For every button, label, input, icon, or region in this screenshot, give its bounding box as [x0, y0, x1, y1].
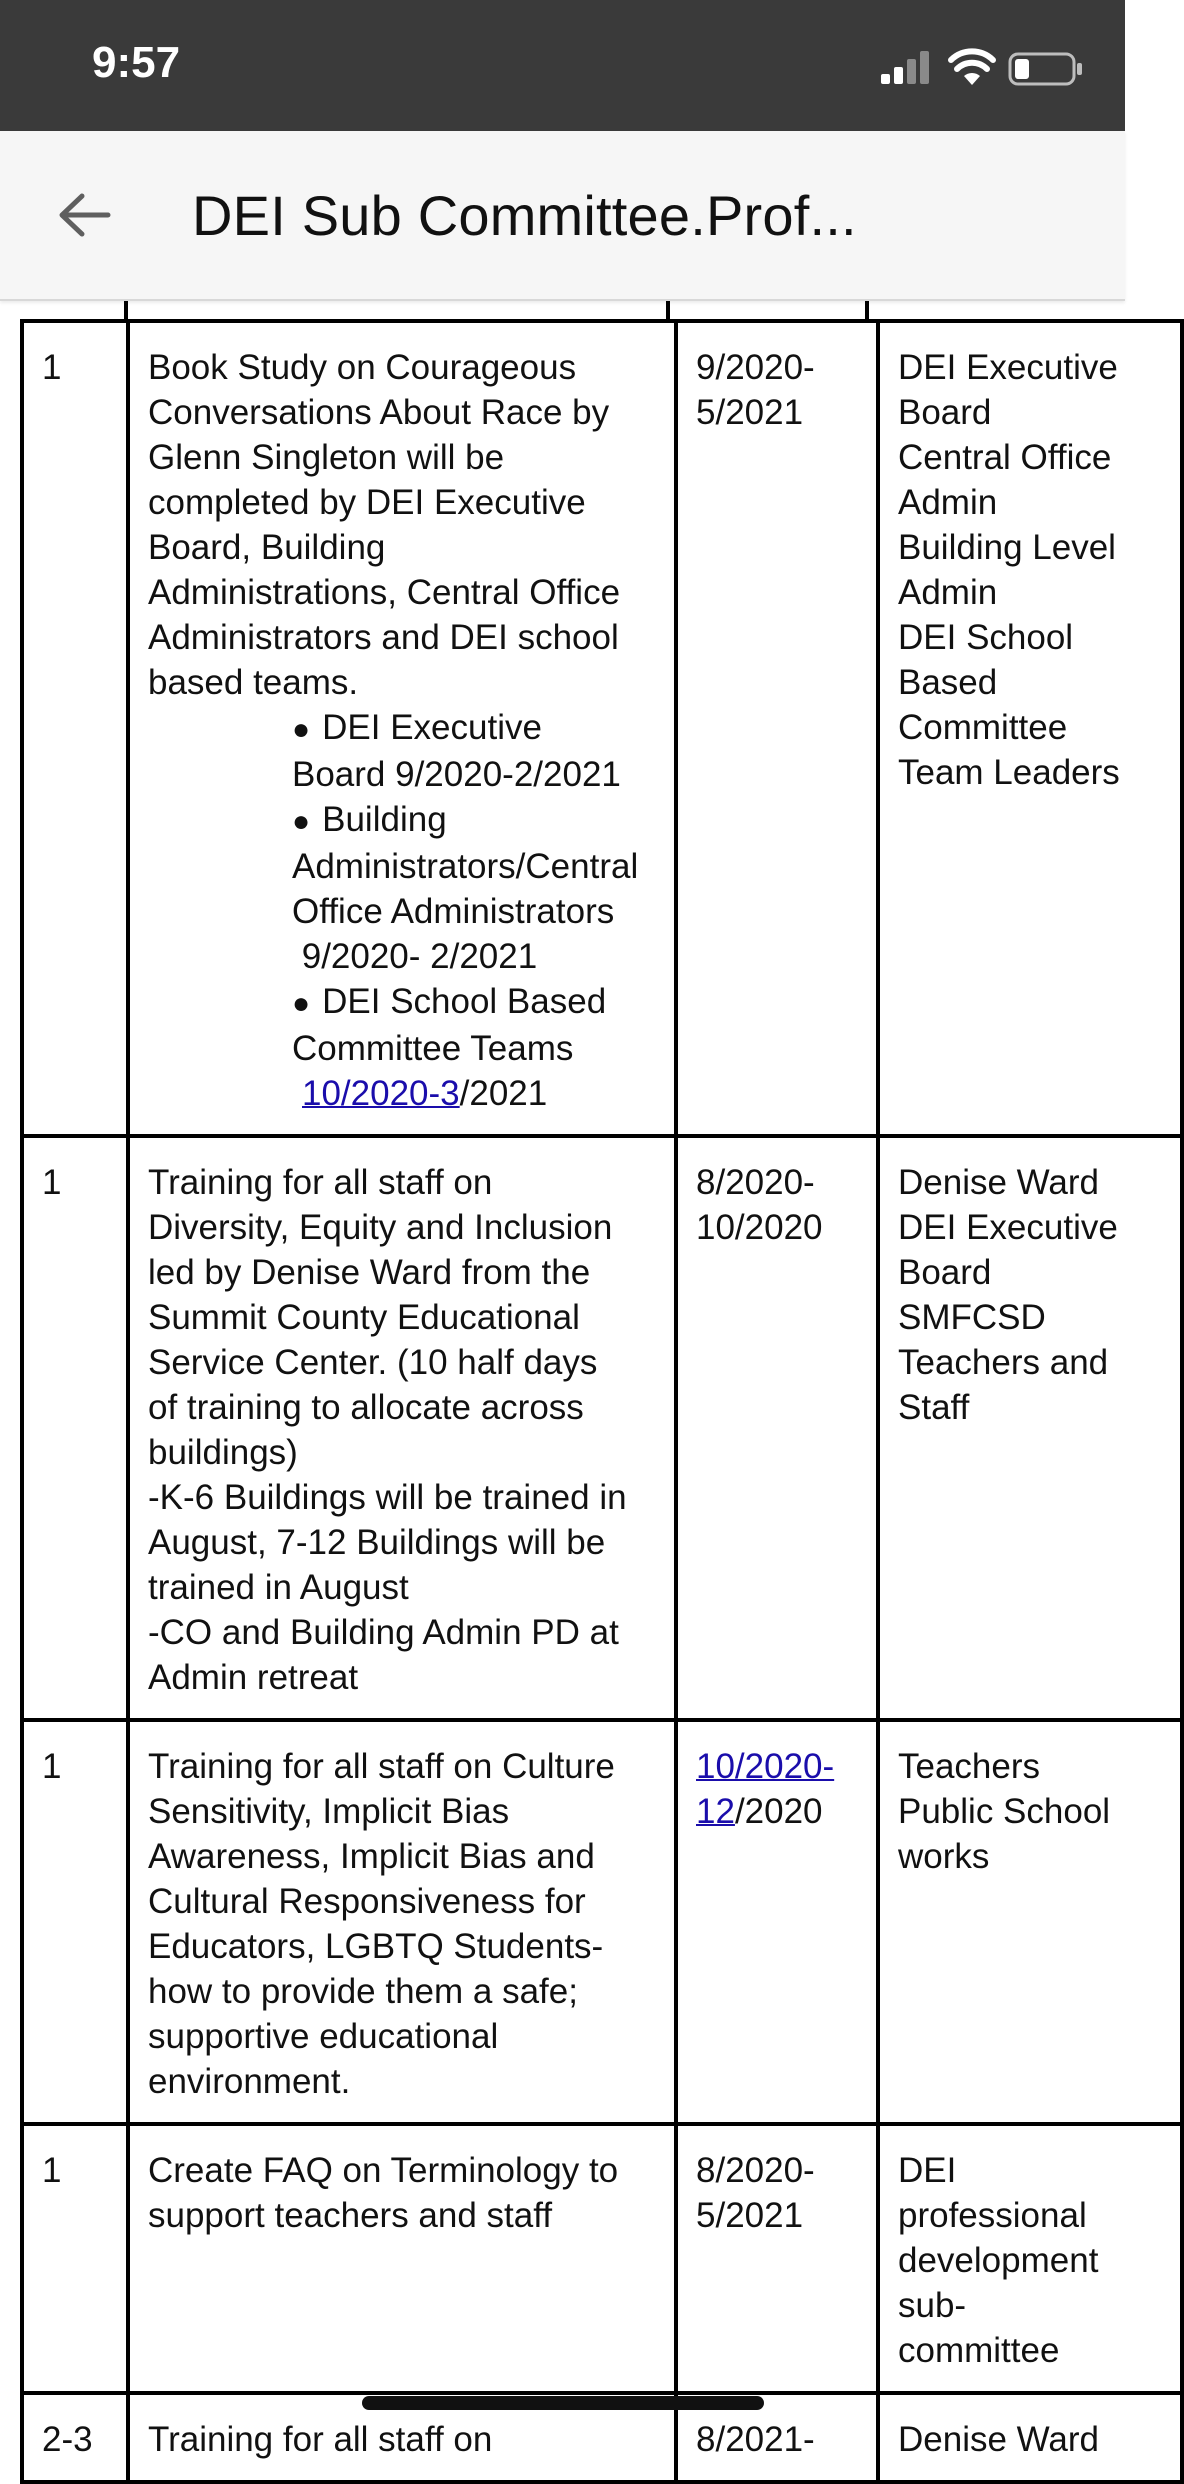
text-line: 10/2020: [696, 1208, 823, 1247]
responsible-cell: [878, 321, 1182, 1136]
text-line: DEI Executive: [898, 348, 1118, 387]
cellular-signal-icon: [881, 50, 933, 84]
text-line: environment.: [148, 2062, 351, 2101]
text-line: Board, Building: [148, 528, 386, 567]
text-line: Admin: [898, 573, 998, 612]
document-viewport[interactable]: [0, 301, 1125, 2459]
text-line: DEI School Based: [322, 982, 607, 1021]
list-item: [292, 797, 662, 979]
previous-row-borders: [0, 301, 1125, 321]
text-line: Training for all staff on: [148, 2420, 493, 2459]
document-title: DEI Sub Committee.Prof...: [192, 184, 857, 247]
text-line: Building Level: [898, 528, 1116, 567]
text-line: Summit County Educational: [148, 1298, 580, 1337]
text-line: 9/2020- 2/2021: [292, 937, 538, 976]
bullet-icon: [292, 800, 322, 839]
plan-table: [20, 319, 1184, 2484]
date-cell: [676, 2124, 878, 2393]
table-row: [22, 2124, 1182, 2393]
text-line: /2020: [734, 1792, 823, 1831]
wifi-icon: [948, 48, 996, 86]
text-line: Teachers: [898, 1747, 1041, 1786]
text-line: Committee: [898, 708, 1068, 747]
date-cell: [676, 321, 878, 1136]
text-line: buildings): [148, 1433, 298, 1472]
date-link[interactable]: 12: [696, 1792, 735, 1831]
date-cell: [676, 1136, 878, 1720]
text-line: /2021: [459, 1074, 548, 1113]
text-line: Staff: [898, 1388, 970, 1427]
text-line: Administrators/Central: [292, 847, 639, 886]
text-line: Team Leaders: [898, 753, 1120, 792]
activity-cell: [128, 321, 676, 1136]
text-line: Create FAQ on Terminology to: [148, 2151, 619, 2190]
text-line: Cultural Responsiveness for: [148, 1882, 586, 1921]
text-line: Sensitivity, Implicit Bias: [148, 1792, 510, 1831]
app-bar: [0, 131, 1125, 301]
home-indicator[interactable]: [362, 2396, 764, 2410]
text-line: Admin: [898, 483, 998, 522]
text-line: -K-6 Buildings will be trained in: [148, 1478, 627, 1517]
text-line: works: [898, 1837, 990, 1876]
list-item: [292, 705, 662, 797]
activity-cell: [128, 2124, 676, 2393]
text-line: sub-: [898, 2286, 967, 2325]
priority-cell: 2-3: [22, 2393, 128, 2482]
text-line: Book Study on Courageous: [148, 348, 577, 387]
text-line: support teachers and staff: [148, 2196, 553, 2235]
text-line: led by Denise Ward from the: [148, 1253, 591, 1292]
text-line: completed by DEI Executive: [148, 483, 586, 522]
text-line: Based: [898, 663, 998, 702]
priority-cell: 1: [22, 1720, 128, 2124]
text-line: Training for all staff on: [148, 1163, 493, 1202]
text-line: 8/2020-: [696, 2151, 815, 2190]
text-line: Training for all staff on Culture: [148, 1747, 615, 1786]
status-time: 9:57: [92, 38, 181, 87]
text-line: Educators, LGBTQ Students-: [148, 1927, 604, 1966]
back-button[interactable]: [48, 179, 120, 251]
date-link[interactable]: 10/2020-3: [302, 1074, 460, 1113]
priority-cell: 1: [22, 1136, 128, 1720]
table-row: [22, 1136, 1182, 1720]
text-line: committee: [898, 2331, 1060, 2370]
text-line: Committee Teams: [292, 1029, 574, 1068]
responsible-cell: [878, 1720, 1182, 2124]
text-line: Diversity, Equity and Inclusion: [148, 1208, 613, 1247]
bullet-icon: [292, 708, 322, 747]
responsible-cell: [878, 2124, 1182, 2393]
text-line: development: [898, 2241, 1099, 2280]
text-line: Board: [898, 1253, 992, 1292]
text-line: Board: [898, 393, 992, 432]
text-line: 8/2021-: [696, 2420, 815, 2459]
list-item: [292, 979, 662, 1116]
back-arrow-icon: [56, 191, 112, 239]
bullet-icon: [292, 982, 322, 1021]
text-line: 5/2021: [696, 393, 804, 432]
text-line: how to provide them a safe;: [148, 1972, 578, 2011]
text-line: SMFCSD: [898, 1298, 1046, 1337]
text-line: Teachers and: [898, 1343, 1109, 1382]
text-line: Awareness, Implicit Bias and: [148, 1837, 595, 1876]
text-line: 5/2021: [696, 2196, 804, 2235]
text-line: Central Office: [898, 438, 1112, 477]
text-line: Public School: [898, 1792, 1111, 1831]
date-link[interactable]: 10/2020-: [696, 1747, 835, 1786]
text-line: DEI Executive: [898, 1208, 1118, 1247]
text-line: Denise Ward: [898, 2420, 1099, 2459]
responsible-cell: [878, 1136, 1182, 1720]
text-line: Administrations, Central Office: [148, 573, 621, 612]
text-line: -CO and Building Admin PD at: [148, 1613, 619, 1652]
text-line: August, 7-12 Buildings will be: [148, 1523, 606, 1562]
text-line: based teams.: [148, 663, 359, 702]
text-line: supportive educational: [148, 2017, 499, 2056]
priority-cell: 1: [22, 2124, 128, 2393]
table-row: [22, 1720, 1182, 2124]
activity-cell: [128, 1136, 676, 1720]
text-line: Conversations About Race by: [148, 393, 610, 432]
text-line: Admin retreat: [148, 1658, 359, 1697]
text-line: Office Administrators: [292, 892, 615, 931]
bullet-list: [148, 705, 662, 1116]
table-row: [22, 321, 1182, 1136]
text-line: 8/2020-: [696, 1163, 815, 1202]
responsible-cell: [878, 2393, 1182, 2482]
text-line: Building: [322, 800, 447, 839]
date-cell: [676, 1720, 878, 2124]
priority-cell: 1: [22, 321, 128, 1136]
text-line: 9/2020-: [696, 348, 815, 387]
text-line: DEI: [898, 2151, 957, 2190]
status-bar: [0, 0, 1125, 131]
text-line: Administrators and DEI school: [148, 618, 619, 657]
text-line: Glenn Singleton will be: [148, 438, 505, 477]
activity-cell: [128, 1720, 676, 2124]
text-line: Board 9/2020-2/2021: [292, 755, 621, 794]
text-line: Denise Ward: [898, 1163, 1099, 1202]
text-line: DEI School: [898, 618, 1074, 657]
text-line: Service Center. (10 half days: [148, 1343, 598, 1382]
text-line: DEI Executive: [322, 708, 542, 747]
text-line: professional: [898, 2196, 1087, 2235]
text-line: trained in August: [148, 1568, 409, 1607]
battery-icon: [1008, 52, 1084, 86]
text-line: of training to allocate across: [148, 1388, 584, 1427]
